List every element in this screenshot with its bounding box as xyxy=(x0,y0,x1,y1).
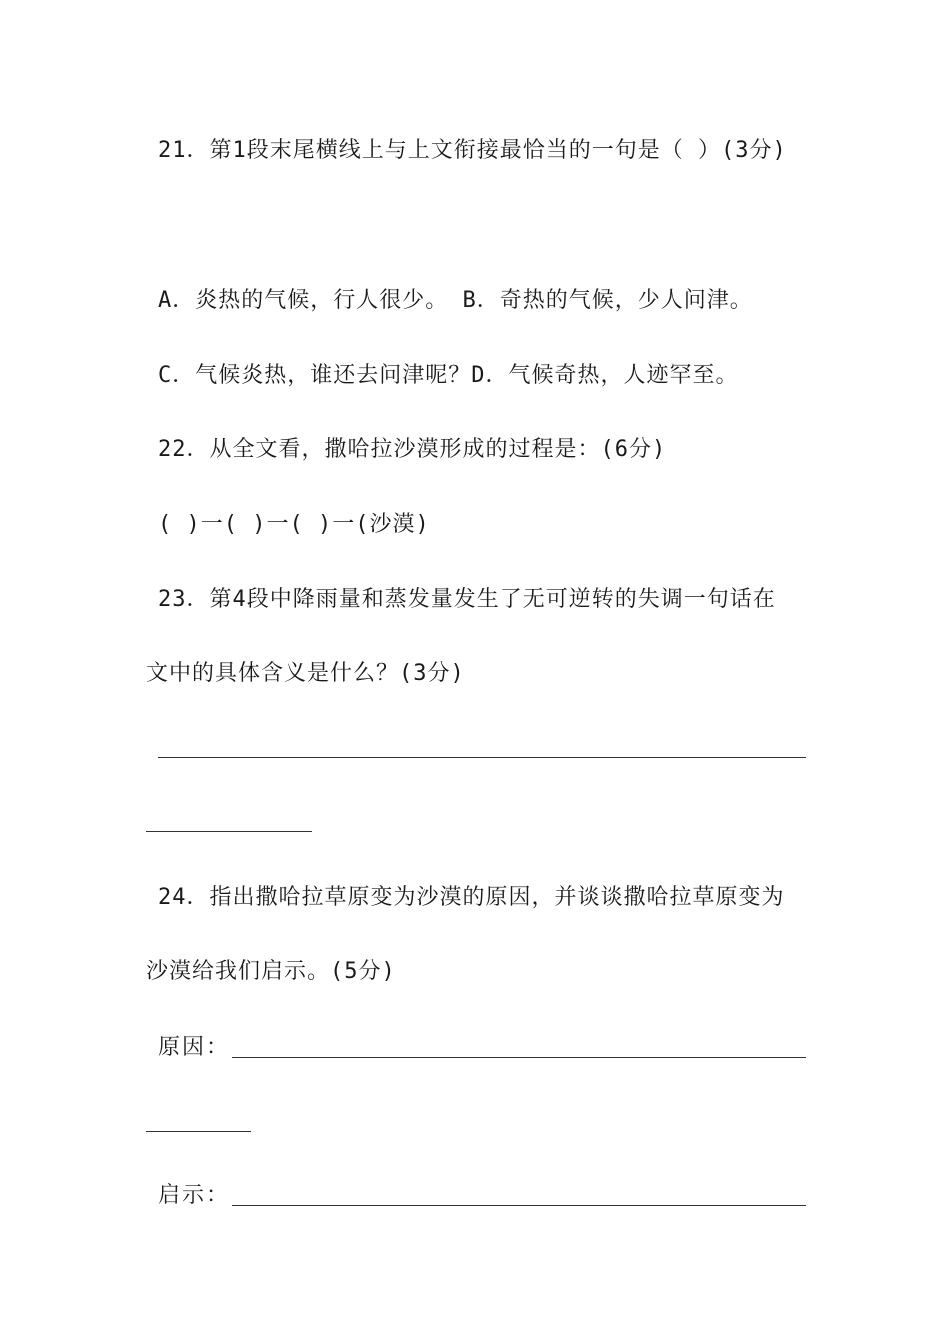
q21-options-cd: C．气候炎热，谁还去问津呢？D．气候奇热，人迹罕至。 xyxy=(158,363,739,388)
q21-options-ab: A．炎热的气候，行人很少。 B．奇热的气候，少人问津。 xyxy=(158,288,753,313)
q23-answer-line-1[interactable] xyxy=(158,757,806,758)
q23-stem-line1: 23．第4段中降雨量和蒸发量发生了无可逆转的失调一句话在 xyxy=(158,587,776,612)
q22-process-blanks: ( )一( )一( )一(沙漠) xyxy=(158,512,430,537)
q22-stem: 22．从全文看，撒哈拉沙漠形成的过程是：(6分) xyxy=(158,437,667,462)
q24-stem-line1: 24．指出撒哈拉草原变为沙漠的原因，并谈谈撒哈拉草原变为 xyxy=(158,885,785,910)
q24-stem-line2: 沙漠给我们启示。(5分) xyxy=(146,959,396,984)
q21-stem: 21．第1段末尾横线上与上文衔接最恰当的一句是（ ）(3分) xyxy=(158,138,787,163)
q23-answer-line-2[interactable] xyxy=(146,831,312,832)
q24-reason-answer-line-1[interactable] xyxy=(232,1057,806,1058)
q23-stem-line2: 文中的具体含义是什么？(3分) xyxy=(146,661,465,686)
q24-reason-label: 原因： xyxy=(158,1035,231,1060)
q24-insight-answer-line[interactable] xyxy=(232,1205,806,1206)
q24-insight-label: 启示： xyxy=(158,1183,231,1208)
q24-reason-answer-line-2[interactable] xyxy=(146,1131,251,1132)
